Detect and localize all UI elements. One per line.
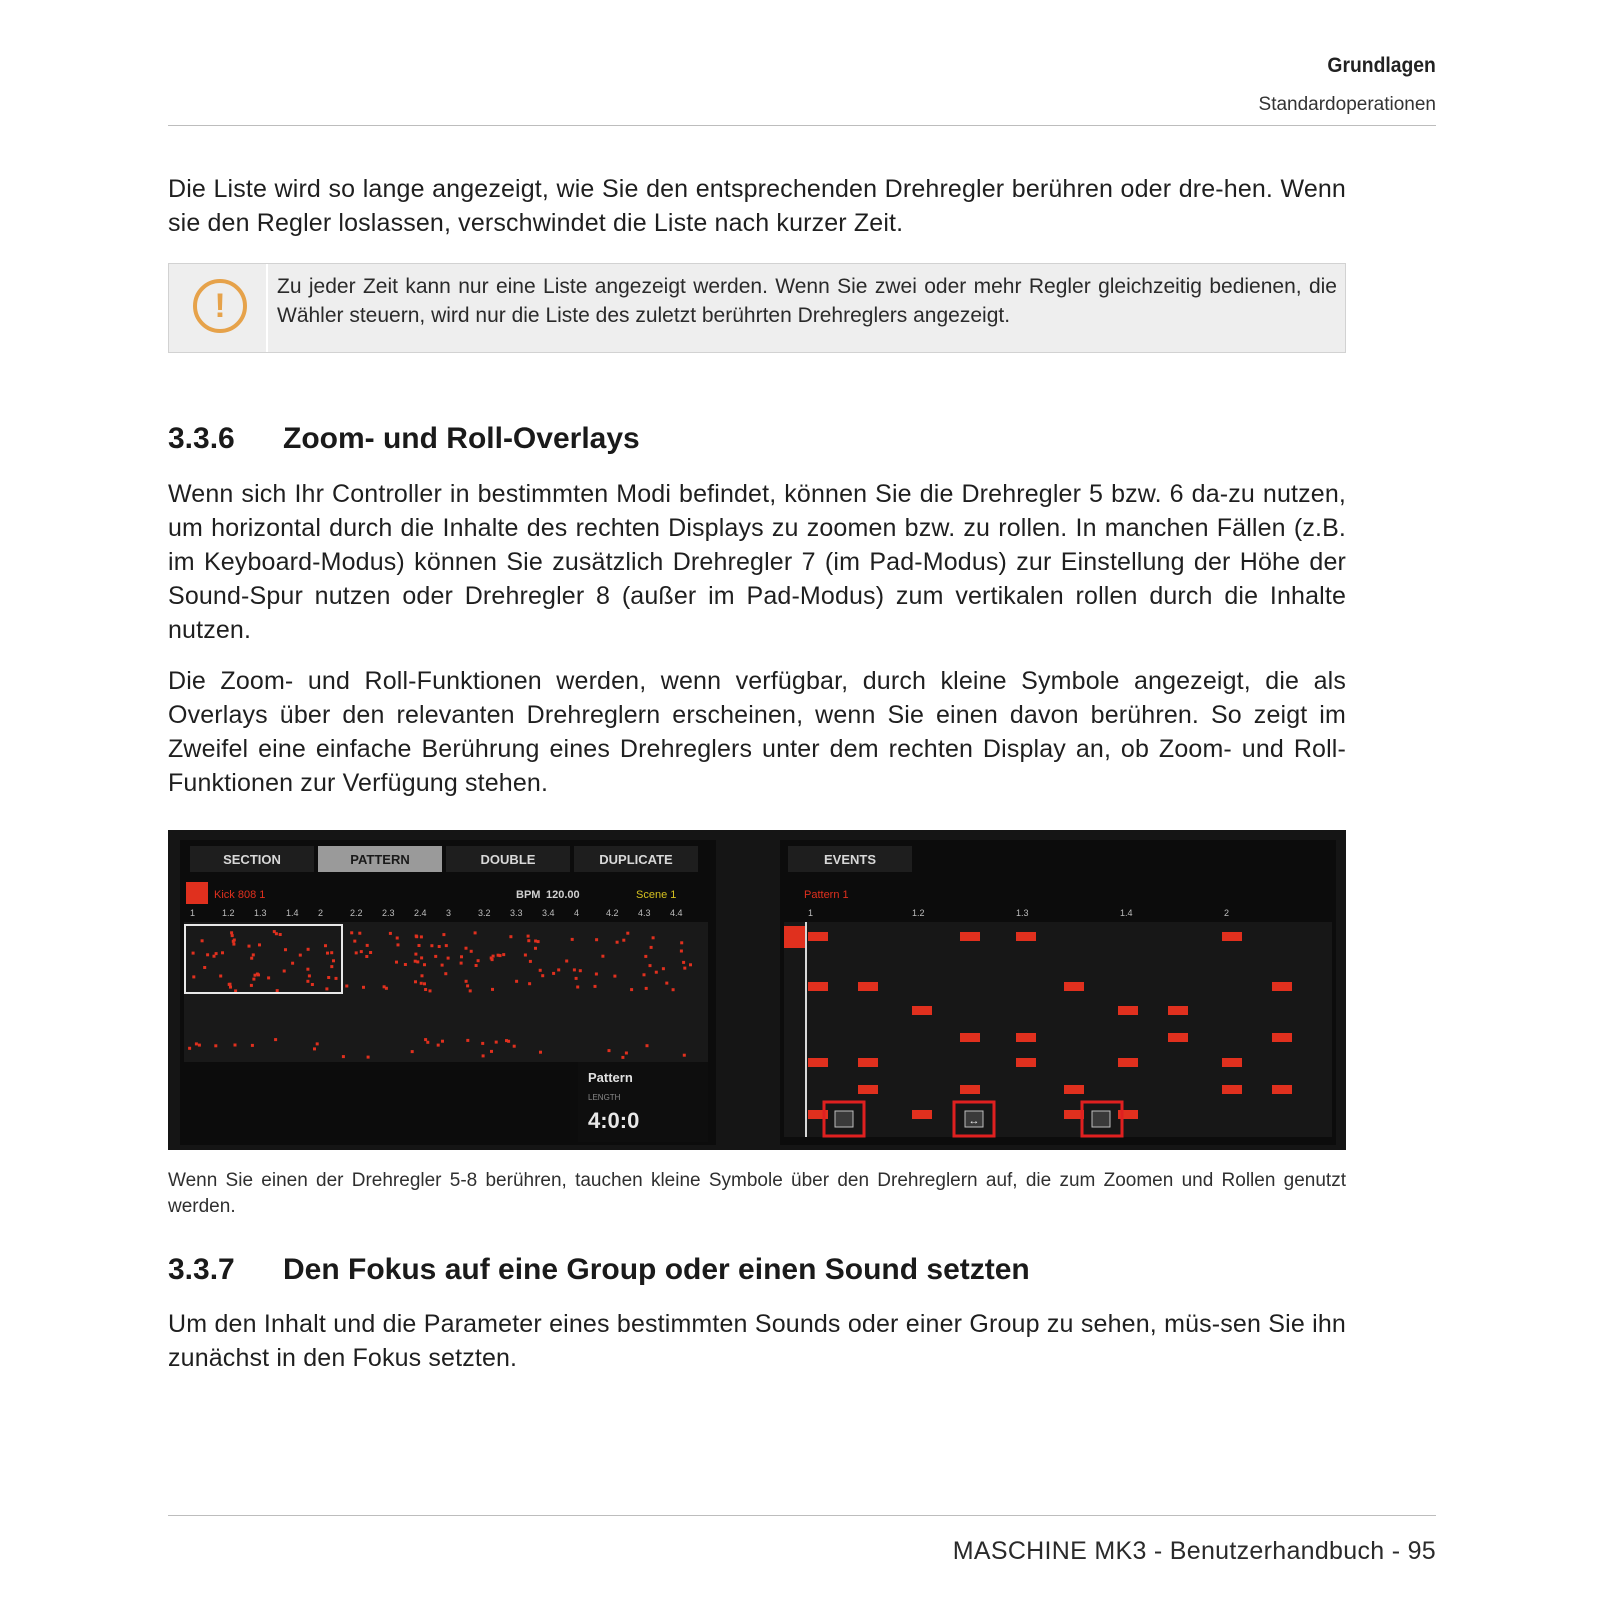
note-dot xyxy=(539,969,542,972)
note-dot xyxy=(465,947,468,950)
figure-caption: Wenn Sie einen der Drehregler 5-8 berühren, tauchen kleine Symbole über den Drehreglern auf, die zum Zoomen und Rollen genutzt werden. xyxy=(168,1170,1346,1217)
note-dot xyxy=(672,988,675,991)
note-event xyxy=(858,1085,878,1094)
section-336-paragraph-2: Die Zoom- und Roll-Funktionen werden, wenn verfügbar, durch kleine Symbole angezeigt, die als Overlays über den relevanten Drehreglern erscheinen, wenn Sie einen davon berühren. So zeigt im Zweifel eine einfache Berührung eines Drehreglers unter dem rechten Display an, ob Zoom- und Roll-Funktionen zur Verfügung stehen. xyxy=(168,667,1346,797)
note-event xyxy=(1222,1085,1242,1094)
group-indicator xyxy=(186,882,208,904)
note-dot xyxy=(325,987,328,990)
note-dot xyxy=(284,948,287,951)
note-dot xyxy=(366,944,369,947)
note-dot xyxy=(470,950,473,953)
group-label: Kick 808 1 xyxy=(214,889,266,901)
note-dot xyxy=(230,931,233,934)
tab-duplicate-label: DUPLICATE xyxy=(599,852,673,867)
note-dot xyxy=(466,1039,469,1042)
note-dot xyxy=(256,973,259,976)
section-number: 3.3.7 xyxy=(168,1253,235,1286)
bpm-value: 120.00 xyxy=(546,889,580,901)
note-dot xyxy=(465,980,468,983)
note-dot xyxy=(420,935,423,938)
note-divider xyxy=(266,264,268,352)
note-dot xyxy=(231,934,234,937)
note-dot xyxy=(441,1040,444,1043)
note-dot xyxy=(426,1041,429,1044)
note-dot xyxy=(613,975,616,978)
note-dot xyxy=(420,956,423,959)
note-dot xyxy=(529,960,532,963)
note-dot xyxy=(252,978,255,981)
note-dot xyxy=(595,973,598,976)
note-dot xyxy=(644,955,647,958)
note-dot xyxy=(423,963,426,966)
note-dot xyxy=(276,989,279,992)
running-header-section: Standardoperationen xyxy=(1258,94,1436,115)
note-event xyxy=(858,982,878,991)
note-dot xyxy=(683,1054,686,1057)
note-dot xyxy=(415,935,418,938)
note-dot xyxy=(649,964,652,967)
note-dot xyxy=(420,982,423,985)
tab-pattern-label: PATTERN xyxy=(350,852,410,867)
note-dot xyxy=(219,975,222,978)
note-dot xyxy=(477,959,480,962)
note-dot xyxy=(369,951,372,954)
note-dot xyxy=(201,939,204,942)
note-dot xyxy=(350,931,353,934)
note-dot xyxy=(652,936,655,939)
note-dot xyxy=(251,1044,254,1047)
note-dot xyxy=(313,1047,316,1050)
note-dot xyxy=(441,964,444,967)
note-dot xyxy=(233,939,236,942)
note-dot xyxy=(192,975,195,978)
note-dot xyxy=(527,939,530,942)
note-dot xyxy=(444,972,447,975)
note-dot xyxy=(437,1044,440,1047)
note-dot xyxy=(534,947,537,950)
note-dot xyxy=(360,950,363,953)
section-title: Zoom- und Roll-Overlays xyxy=(283,422,640,455)
note-dot xyxy=(466,984,469,987)
ruler-tick-label: 1.4 xyxy=(1120,908,1133,918)
note-dot xyxy=(625,1052,628,1055)
note-dot xyxy=(595,938,598,941)
note-dot xyxy=(527,935,530,938)
ruler-tick-label: 4.3 xyxy=(638,908,651,918)
note-event xyxy=(1064,982,1084,991)
note-dot xyxy=(258,943,261,946)
note-dot xyxy=(646,1044,649,1047)
note-dot xyxy=(680,941,683,944)
note-dot xyxy=(460,962,463,965)
note-dot xyxy=(491,988,494,991)
note-dot xyxy=(250,984,253,987)
note-text: Zu jeder Zeit kann nur eine Liste angezeigt werden. Wenn Sie zwei oder mehr Regler gleichzeitig bedienen, die Wähler steuern, wird nur die Liste des zuletzt berührten Drehreglers angezeigt. xyxy=(277,275,1337,327)
note-event xyxy=(808,982,828,991)
note-dot xyxy=(481,1042,484,1045)
note-dot xyxy=(214,1044,217,1047)
note-dot xyxy=(414,980,417,983)
note-dot xyxy=(680,950,683,953)
note-dot xyxy=(475,964,478,967)
scene-label: Scene 1 xyxy=(636,889,677,901)
ruler-tick-label: 1.2 xyxy=(912,908,925,918)
ruler-tick-label: 3.3 xyxy=(510,908,523,918)
note-dot xyxy=(513,1045,516,1048)
ruler-tick-label: 1.3 xyxy=(1016,908,1029,918)
note-dot xyxy=(411,1050,414,1053)
ruler-tick-label: 2.2 xyxy=(350,908,363,918)
note-dot xyxy=(215,952,218,955)
ruler-tick-label: 3.4 xyxy=(542,908,555,918)
note-event xyxy=(912,1110,932,1119)
note-dot xyxy=(645,987,648,990)
note-dot xyxy=(557,968,560,971)
note-dot xyxy=(358,932,361,935)
note-dot xyxy=(430,944,433,947)
note-dot xyxy=(537,940,540,943)
note-dot xyxy=(447,957,450,960)
note-dot xyxy=(495,1041,498,1044)
note-dot xyxy=(335,977,338,980)
note-event xyxy=(1222,932,1242,941)
ruler-tick-label: 4.4 xyxy=(670,908,683,918)
note-dot xyxy=(267,976,270,979)
ruler-tick-label: 1 xyxy=(190,908,196,918)
note-dot xyxy=(395,961,398,964)
note-dot xyxy=(579,969,582,972)
note-dot xyxy=(306,980,309,983)
note-dot xyxy=(662,967,665,970)
note-dot xyxy=(576,986,579,989)
ruler-tick-label: 3 xyxy=(446,908,452,918)
section-337-paragraph: Um den Inhalt und die Parameter eines bestimmten Sounds oder einer Group zu sehen, müs-sen Sie ihn zunächst in den Fokus setzten. xyxy=(168,1310,1346,1372)
note-dot xyxy=(482,1054,485,1057)
note-dot xyxy=(622,939,625,942)
note-dot xyxy=(365,955,368,958)
note-dot xyxy=(445,944,448,947)
note-dot xyxy=(206,953,209,956)
note-dot xyxy=(643,973,646,976)
note-dot xyxy=(203,966,206,969)
note-dot xyxy=(326,952,329,955)
note-dot xyxy=(616,941,619,944)
right-grid xyxy=(784,922,1332,1137)
note-dot xyxy=(630,988,633,991)
note-dot xyxy=(626,932,629,935)
note-dot xyxy=(424,1038,427,1041)
note-dot xyxy=(621,1056,624,1059)
note-dot xyxy=(421,974,424,977)
ruler-tick-label: 1.3 xyxy=(254,908,267,918)
ruler-tick-label: 1.4 xyxy=(286,908,299,918)
tab-events-label: EVENTS xyxy=(823,852,877,867)
note-dot xyxy=(650,946,653,949)
note-event xyxy=(960,932,980,941)
note-dot xyxy=(311,983,314,986)
section-heading-336 xyxy=(168,422,640,456)
note-dot xyxy=(250,957,253,960)
note-dot xyxy=(228,983,231,986)
note-dot xyxy=(327,976,330,979)
pattern-length-value: 4:0:0 xyxy=(588,1108,640,1133)
note-dot xyxy=(198,1044,201,1047)
note-dot xyxy=(291,962,294,965)
note-event xyxy=(1016,932,1036,941)
section-heading-337 xyxy=(168,1253,1030,1287)
note-dot xyxy=(438,945,441,948)
note-dot xyxy=(515,980,518,983)
pattern-info-title: Pattern xyxy=(588,1070,633,1085)
note-dot xyxy=(442,933,445,936)
note-dot xyxy=(682,961,685,964)
note-dot xyxy=(345,985,348,988)
note-dot xyxy=(524,954,527,957)
bpm-label: BPM xyxy=(516,889,541,901)
ruler-tick-label: 3.2 xyxy=(478,908,491,918)
note-dot xyxy=(324,944,327,947)
note-dot xyxy=(353,940,356,943)
ruler-tick-label: 2 xyxy=(318,908,324,918)
note-dot xyxy=(367,1056,370,1059)
note-dot xyxy=(279,933,282,936)
note-dot xyxy=(502,953,505,956)
zoom-icon[interactable] xyxy=(835,1111,853,1127)
note-event xyxy=(1168,1006,1188,1015)
page-footer: MASCHINE MK3 - Benutzerhandbuch - 95 xyxy=(952,1537,1436,1565)
tab-section-label: SECTION xyxy=(223,852,281,867)
note-dot xyxy=(234,989,237,992)
note-dot xyxy=(306,968,309,971)
note-dot xyxy=(342,1055,345,1058)
note-dot xyxy=(307,948,310,951)
note-dot xyxy=(188,1047,191,1050)
note-dot xyxy=(283,970,286,973)
ruler-tick-label: 4 xyxy=(574,908,580,918)
note-event xyxy=(1222,1058,1242,1067)
note-dot xyxy=(429,989,432,992)
note-dot xyxy=(418,944,421,947)
ruler-tick-label: 1 xyxy=(808,908,814,918)
note-dot xyxy=(330,965,333,968)
note-dot xyxy=(362,986,365,989)
ruler-tick-label: 2.4 xyxy=(414,908,427,918)
ruler-tick-label: 2 xyxy=(1224,908,1230,918)
note-dot xyxy=(397,943,400,946)
note-dot xyxy=(192,952,195,955)
note-dot xyxy=(414,960,417,963)
note-dot xyxy=(274,1038,277,1041)
header-rule xyxy=(168,125,1436,126)
note-dot xyxy=(229,986,232,989)
note-dot xyxy=(541,974,544,977)
note-event xyxy=(1118,1058,1138,1067)
note-event xyxy=(912,1006,932,1015)
note-dot xyxy=(491,958,494,961)
note-dot xyxy=(469,989,472,992)
maschine-display-screenshot xyxy=(168,830,1346,1150)
sound-indicator xyxy=(784,926,806,948)
note-dot xyxy=(195,1042,198,1045)
note-dot xyxy=(299,954,302,957)
note-dot xyxy=(528,982,531,985)
note-dot xyxy=(571,938,574,941)
note-dot xyxy=(509,935,512,938)
note-dot xyxy=(689,963,692,966)
tab-double-label: DOUBLE xyxy=(480,852,536,867)
note-dot xyxy=(608,1049,611,1052)
note-dot xyxy=(273,930,276,933)
note-dot xyxy=(404,963,407,966)
footer-rule xyxy=(168,1515,1436,1516)
running-header-chapter: Grundlagen xyxy=(1327,54,1436,77)
note-dot xyxy=(316,1042,319,1045)
note-box xyxy=(168,263,1346,353)
note-event xyxy=(1064,1085,1084,1094)
height-icon[interactable] xyxy=(1092,1111,1110,1127)
section-336-paragraph-1: Wenn sich Ihr Controller in bestimmten Modi befindet, können Sie die Drehregler 5 bzw. 6 da-zu nutzen, um horizontal durch die Inhalte des rechten Displays zu zoomen bzw. zu rollen. In manchen Fällen (z.B. im Keyboard-Modus) können Sie zusätzlich Drehregler 7 (im Pad-Modus) zur Einstellung der Höhe der Sound-Spur nutzen oder Drehregler 8 (außer im Pad-Modus) zum vertikalen rollen durch die Inhalte nutzen. xyxy=(168,480,1346,644)
note-dot xyxy=(424,988,427,991)
exclamation-icon: ! xyxy=(193,279,247,333)
note-dot xyxy=(505,1039,508,1042)
section-number: 3.3.6 xyxy=(168,422,235,455)
note-dot xyxy=(575,977,578,980)
note-event xyxy=(1272,1033,1292,1042)
note-dot xyxy=(665,982,668,985)
note-dot xyxy=(474,931,477,934)
section-title: Den Fokus auf eine Group oder einen Sound setzten xyxy=(283,1253,1030,1286)
note-dot xyxy=(594,985,597,988)
note-event xyxy=(808,932,828,941)
note-dot xyxy=(213,955,216,958)
ruler-tick-label: 2.3 xyxy=(382,908,395,918)
note-dot xyxy=(332,959,335,962)
note-dot xyxy=(414,953,417,956)
note-dot xyxy=(416,960,419,963)
note-dot xyxy=(248,945,251,948)
note-dot xyxy=(389,932,392,935)
note-event xyxy=(1272,1085,1292,1094)
note-event xyxy=(960,1085,980,1094)
note-event xyxy=(1016,1033,1036,1042)
note-event xyxy=(1016,1058,1036,1067)
note-event xyxy=(858,1058,878,1067)
note-dot xyxy=(490,1050,493,1053)
pattern-info-sub: LENGTH xyxy=(588,1093,621,1102)
note-dot xyxy=(423,982,426,985)
ruler-tick-label: 1.2 xyxy=(222,908,235,918)
note-event xyxy=(960,1033,980,1042)
note-dot xyxy=(383,985,386,988)
note-dot xyxy=(355,951,358,954)
note-dot xyxy=(308,974,311,977)
note-dot xyxy=(539,1051,542,1054)
note-event xyxy=(1118,1006,1138,1015)
ruler-tick-label: 4.2 xyxy=(606,908,619,918)
note-dot xyxy=(460,955,463,958)
note-dot xyxy=(601,955,604,958)
note-dot xyxy=(221,951,224,954)
note-dot xyxy=(252,953,255,956)
note-dot xyxy=(234,1044,237,1047)
note-dot xyxy=(434,955,437,958)
note-dot xyxy=(683,967,686,970)
note-dot xyxy=(655,971,658,974)
note-dot xyxy=(497,954,500,957)
pattern-label: Pattern 1 xyxy=(804,889,849,901)
note-event xyxy=(1272,982,1292,991)
note-event xyxy=(808,1058,828,1067)
note-dot xyxy=(565,960,568,963)
note-dot xyxy=(330,951,333,954)
note-dot xyxy=(552,972,555,975)
note-event xyxy=(1168,1033,1188,1042)
note-dot xyxy=(573,968,576,971)
arrow-glyph: ↔ xyxy=(968,1115,980,1127)
note-dot xyxy=(396,937,399,940)
intro-paragraph: Die Liste wird so lange angezeigt, wie Sie den entsprechenden Drehregler berühren oder dre-hen. Wenn sie den Regler loslassen, verschwindet die Liste nach kurzer Zeit. xyxy=(168,175,1346,237)
note-dot xyxy=(232,943,235,946)
